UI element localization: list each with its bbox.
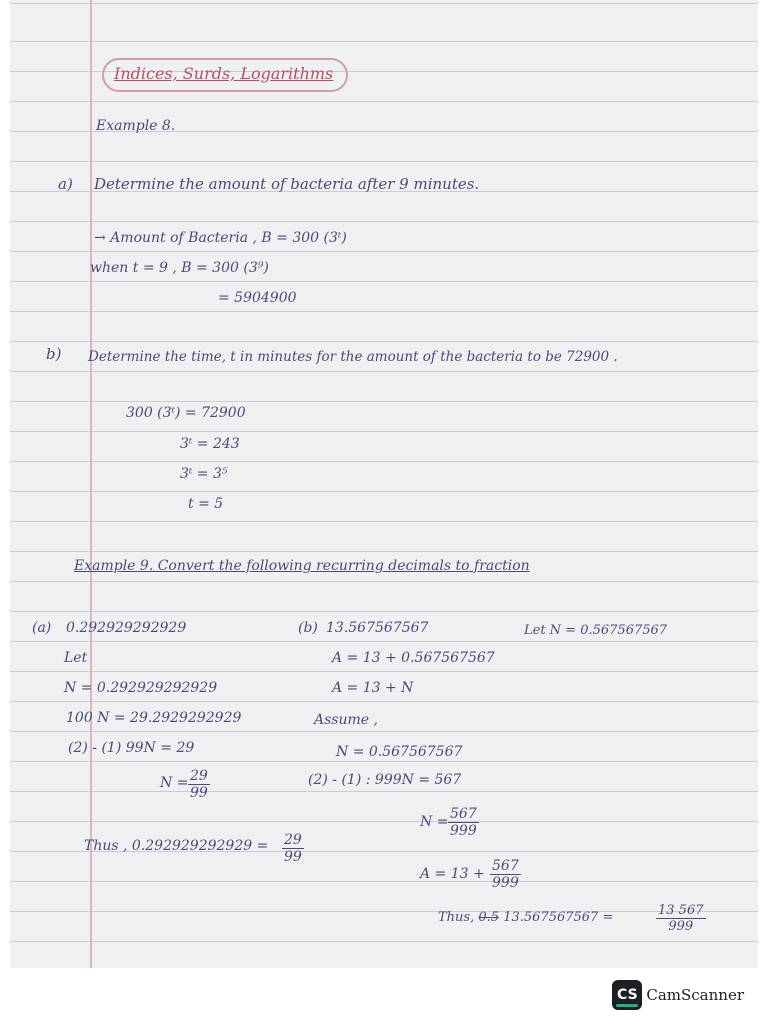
ex9-b-thus-rest: 13.567567567 = <box>503 910 614 925</box>
camscanner-brand: CamScanner <box>646 986 744 1004</box>
b-line-2: 3ᵗ = 243 <box>180 436 240 452</box>
example-9-heading: Example 9. Convert the following recurring decimals to fraction <box>74 558 530 574</box>
ex9-b-thus-den: 999 <box>668 919 694 934</box>
camscanner-logo-icon: CS <box>612 980 642 1010</box>
ex9-b-n-lhs: N = <box>420 814 449 830</box>
ex9-a-fraction <box>188 768 210 801</box>
ex9-a-let: Let <box>64 650 88 666</box>
a-line-3: = 5904900 <box>218 290 297 306</box>
ex9-b-a-fraction <box>490 858 521 891</box>
ex9-b-a-den: 999 <box>492 875 519 891</box>
b-line-4: t = 5 <box>188 496 224 512</box>
ex9-b-n-fraction <box>448 806 479 839</box>
ex9-a-fraction-num: 29 <box>190 768 208 784</box>
ex9-b-let: Let N = 0.567567567 <box>524 623 668 638</box>
b-line-1: 300 (3ᵗ) = 72900 <box>126 405 246 421</box>
ex9-a-line-2: 100 N = 29.2929292929 <box>66 710 242 726</box>
ex9-a-thus-num: 29 <box>284 832 302 848</box>
ex9-a-thus-fraction <box>282 832 304 865</box>
ex9-b-line-4: (2) - (1) : 999N = 567 <box>308 772 462 788</box>
page-title: Indices, Surds, Logarithms <box>114 64 334 83</box>
example-8-label: Example 8. <box>96 118 176 134</box>
ex9-b-assume: Assume , <box>314 712 378 728</box>
ex9-b-line-2: A = 13 + N <box>332 680 414 696</box>
ex9-part-a-marker: (a) <box>32 620 52 636</box>
ex9-b-thus-fraction <box>656 903 706 934</box>
b-line-3: 3ᵗ = 3⁵ <box>180 466 228 482</box>
ex9-b-thus <box>438 910 613 925</box>
part-a-marker: a) <box>58 175 73 193</box>
ex9-a-line-3: (2) - (1) 99N = 29 <box>68 740 195 756</box>
margin-line <box>90 0 92 968</box>
part-b-marker: b) <box>46 345 62 363</box>
ex9-a-thus: Thus , 0.292929292929 = <box>84 838 269 854</box>
ex9-b-thus-label: Thus, <box>438 910 475 925</box>
ex9-a-thus-den: 99 <box>284 849 302 865</box>
a-line-1: → Amount of Bacteria , B = 300 (3ᵗ) <box>94 230 347 246</box>
ex9-b-value: 13.567567567 <box>326 620 429 636</box>
ex9-b-thus-num: 13 567 <box>658 903 704 918</box>
ex9-a-value: 0.292929292929 <box>66 620 187 636</box>
ex9-b-n-num: 567 <box>450 806 477 822</box>
ex9-b-a-lhs: A = 13 + <box>420 866 485 882</box>
a-line-2: when t = 9 , B = 300 (3⁹) <box>90 260 269 276</box>
ex9-a-n-lhs: N = <box>160 775 189 791</box>
ex9-a-fraction-den: 99 <box>190 785 208 801</box>
ex9-b-line-3: N = 0.567567567 <box>336 744 463 760</box>
ex9-a-line-1: N = 0.292929292929 <box>64 680 218 696</box>
notebook-page <box>10 0 758 968</box>
ex9-b-line-1: A = 13 + 0.567567567 <box>332 650 495 666</box>
part-a-question: Determine the amount of bacteria after 9 minutes. <box>94 175 480 193</box>
ex9-b-a-num: 567 <box>492 858 519 874</box>
part-b-question: Determine the time, t in minutes for the amount of the bacteria to be 72900 . <box>88 349 618 365</box>
ex9-b-n-den: 999 <box>450 823 477 839</box>
ex9-part-b-marker: (b) <box>298 620 318 636</box>
ex9-b-thus-struck: 0.5 <box>478 910 500 925</box>
camscanner-watermark <box>612 980 744 1010</box>
